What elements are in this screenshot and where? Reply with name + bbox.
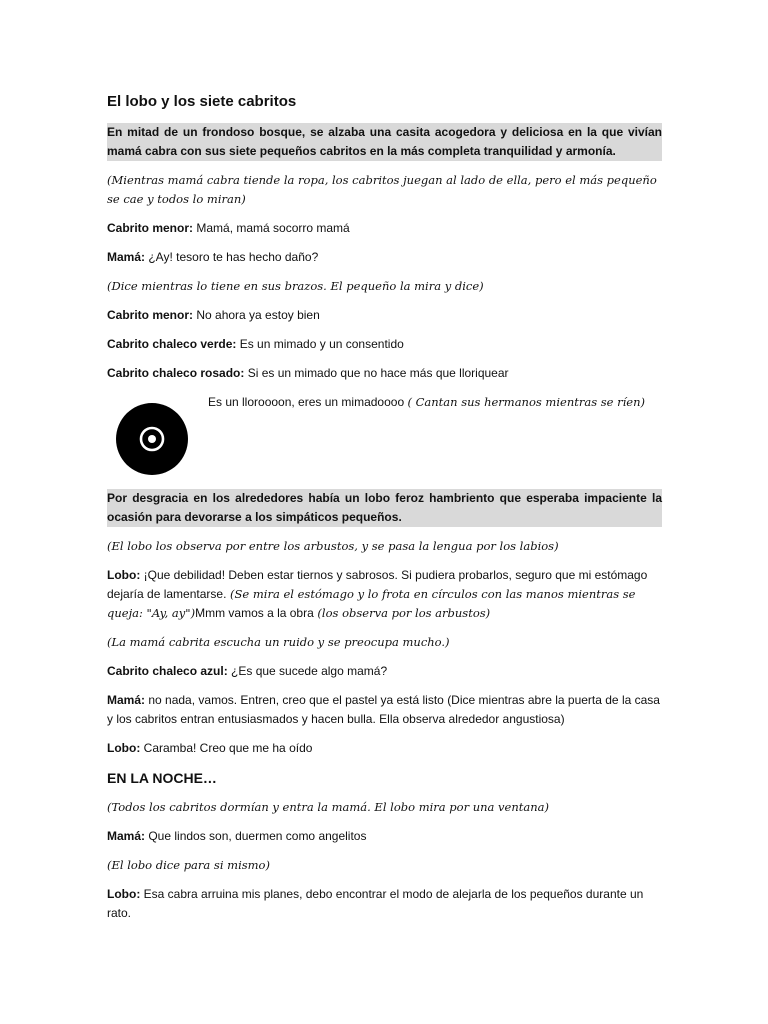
dialogue-line-11 [107, 885, 662, 923]
inline-stage-direction: (Se mira el estómago y lo frota en círculos con las manos mientras se queja: "Ay, ay") [107, 587, 636, 620]
dialogue-text: Si es un mimado que no hace más que lloriquear [244, 366, 509, 380]
speaker-label: Lobo: [107, 741, 141, 755]
dialogue-line-9 [107, 739, 662, 758]
speaker-label: Cabrito chaleco verde: [107, 337, 237, 351]
speaker-label: Cabrito menor: [107, 308, 194, 322]
dialogue-line-10 [107, 827, 662, 846]
song-stage-direction: ( Cantan sus hermanos mientras se ríen) [407, 395, 645, 409]
speaker-label: Lobo: [107, 568, 141, 582]
section-heading: EN LA NOCHE… [107, 770, 217, 786]
song-text: Es un lloroooon, eres un mimadoooo [208, 395, 405, 409]
dialogue-text: Mmm vamos a la obra [195, 606, 314, 620]
stage-direction-3: (El lobo los observa por entre los arbustos, y se pasa la lengua por los labios) [107, 539, 559, 553]
song-line [208, 393, 645, 412]
dialogue-text: ¿Es que sucede algo mamá? [227, 664, 388, 678]
inline-stage-direction: (los observa por los arbustos) [313, 606, 491, 620]
speaker-label: Cabrito chaleco rosado: [107, 366, 245, 380]
narration-text: Por desgracia en los alrededores había un lobo feroz hambriento que esperaba impaciente la ocasión para devorarse a los simpáticos pequeños. [107, 491, 662, 524]
dialogue-text: Es un mimado y un consentido [236, 337, 404, 351]
dialogue-line-8 [107, 691, 662, 729]
dialogue-text: no nada, vamos. Entren, creo que el pastel ya está listo (Dice mientras abre la puerta de la casa y los cabritos entran entusiasmados y hacen bulla. Ella observa alrededor angustiosa) [107, 693, 660, 726]
speaker-label: Cabrito chaleco azul: [107, 664, 228, 678]
dialogue-text: Caramba! Creo que me ha oído [140, 741, 313, 755]
dialogue-text: No ahora ya estoy bien [193, 308, 320, 322]
dialogue-line-1 [107, 219, 662, 238]
narration-paragraph-1 [107, 123, 662, 161]
dialogue-line-2 [107, 248, 662, 267]
stage-direction-4: (La mamá cabrita escucha un ruido y se preocupa mucho.) [107, 635, 450, 649]
speaker-label: Lobo: [107, 887, 141, 901]
stage-direction-2: (Dice mientras lo tiene en sus brazos. El pequeño la mira y dice) [107, 279, 484, 293]
dialogue-line-3 [107, 306, 662, 325]
document-content [107, 92, 662, 933]
stage-direction-6: (El lobo dice para si mismo) [107, 858, 270, 872]
dialogue-line-5 [107, 364, 662, 383]
dialogue-text: Mamá, mamá socorro mamá [193, 221, 350, 235]
dialogue-line-6 [107, 566, 662, 623]
record-disc-icon [116, 403, 188, 475]
stage-direction-1: (Mientras mamá cabra tiende la ropa, los cabritos juegan al lado de ella, pero el más pequeño se cae y todos lo miran) [107, 173, 657, 206]
dialogue-line-4 [107, 335, 662, 354]
dialogue-line-7 [107, 662, 662, 681]
narration-paragraph-2 [107, 489, 662, 527]
speaker-label: Mamá: [107, 829, 146, 843]
dialogue-text: ¿Ay! tesoro te has hecho daño? [145, 250, 319, 264]
speaker-label: Mamá: [107, 693, 146, 707]
song-line-with-disc [107, 393, 662, 479]
stage-direction-5: (Todos los cabritos dormían y entra la mamá. El lobo mira por una ventana) [107, 800, 549, 814]
dialogue-text: ¡Que debilidad! Deben estar tiernos y sabrosos. Si pudiera probarlos, seguro que mi estómago dejaría de lamentarse. [107, 568, 648, 601]
speaker-label: Cabrito menor: [107, 221, 194, 235]
dialogue-text: Que lindos son, duermen como angelitos [145, 829, 367, 843]
narration-text: En mitad de un frondoso bosque, se alzaba una casita acogedora y deliciosa en la que vivían mamá cabra con sus siete pequeños cabritos en la más completa tranquilidad y armonía. [107, 125, 662, 158]
speaker-label: Mamá: [107, 250, 146, 264]
document-title: El lobo y los siete cabritos [107, 93, 297, 110]
dialogue-text: Esa cabra arruina mis planes, debo encontrar el modo de alejarla de los pequeños durante un rato. [107, 887, 644, 920]
